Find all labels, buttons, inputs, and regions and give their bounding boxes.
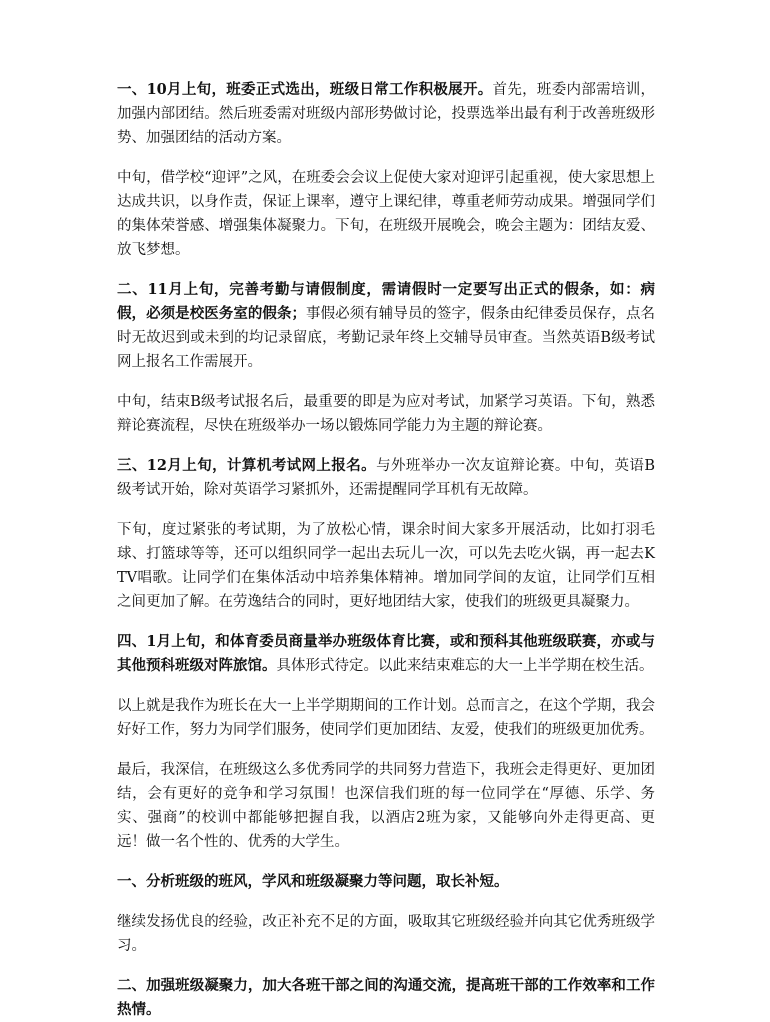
paragraph-text: 最后，我深信，在班级这么多优秀同学的共同努力营造下，我班会走得更好、更加团结，会有更好的竞争和学习氛围！也深信我们班的每一位同学在“厚德、乐学、务实、强商”的校训中都能够把握自我，以酒店2班为家，又能够向外走得更高、更远！做一名个性的、优秀的大学生。 <box>117 762 655 850</box>
paragraph-text: 中旬，结束B级考试报名后，最重要的即是为应对考试，加紧学习英语。下旬，熟悉辩论赛流程，尽快在班级举办一场以锻炼同学能力为主题的辩论赛。 <box>117 394 655 434</box>
paragraph-text: 与外班举办一次友谊辩论赛。中旬，英语B级考试开始，除对英语学习紧抓外，还需提醒同学耳机有无故障。 <box>117 458 655 498</box>
paragraph-heading: 二、加强班级凝聚力，加大各班干部之间的沟通交流，提高班干部的工作效率和工作热情。 <box>117 977 655 1018</box>
paragraph-7 <box>117 630 655 678</box>
paragraph-heading: 四、1月上旬，和体育委员商量举办班级体育比赛，或和预科其他班级联赛，亦或与其他预科班级对阵旅馆。 <box>117 633 655 674</box>
paragraph-text: 下旬，度过紧张的考试期，为了放松心情，课余时间大家多开展活动，比如打羽毛球、打篮球等等，还可以组织同学一起出去玩儿一次，可以先去吃火锅，再一起去KTV唱歌。让同学们在集体活动中培养集体精神。增加同学间的友谊，让同学们互相之间更加了解。在劳逸结合的同时，更好地团结大家，使我们的班级更具凝聚力。 <box>117 522 655 610</box>
paragraph-4 <box>117 390 655 438</box>
paragraph-heading: 一、10月上旬，班委正式选出，班级日常工作积极展开。 <box>117 81 493 98</box>
paragraph-10 <box>117 870 655 894</box>
paragraph-12 <box>117 974 655 1022</box>
paragraph-5 <box>117 454 655 502</box>
paragraph-heading: 一、分析班级的班风，学风和班级凝聚力等问题，取长补短。 <box>117 873 509 890</box>
paragraph-2 <box>117 166 655 262</box>
paragraph-text: 继续发扬优良的经验，改正补充不足的方面，吸取其它班级经验并向其它优秀班级学习。 <box>117 914 655 954</box>
paragraph-1 <box>117 78 655 150</box>
paragraph-text: 事假必须有辅导员的签字，假条由纪律委员保存，点名时无故迟到或未到的均记录留底，考勤记录年终上交辅导员审查。当然英语B级考试网上报名工作需展开。 <box>117 306 655 370</box>
paragraph-3 <box>117 278 655 374</box>
paragraph-11 <box>117 910 655 958</box>
paragraph-text: 具体形式待定。以此来结束难忘的大一上半学期在校生活。 <box>276 658 654 674</box>
paragraph-heading: 二、11月上旬，完善考勤与请假制度，需请假时一定要写出正式的假条，如：病假，必须是校医务室的假条； <box>117 281 655 322</box>
paragraph-text: 中旬，借学校“迎评”之风，在班委会会议上促使大家对迎评引起重视，使大家思想上达成共识，以身作责，保证上课率，遵守上课纪律，尊重老师劳动成果。增强同学们的集体荣誉感、增强集体凝聚力。下旬，在班级开展晚会，晚会主题为：团结友爱、放飞梦想。 <box>117 170 655 258</box>
paragraph-text: 以上就是我作为班长在大一上半学期期间的工作计划。总而言之，在这个学期，我会好好工作，努力为同学们服务，使同学们更加团结、友爱，使我们的班级更加优秀。 <box>117 698 655 738</box>
paragraph-text: 首先，班委内部需培训，加强内部团结。然后班委需对班级内部形势做讨论，投票选举出最有利于改善班级形势、加强团结的活动方案。 <box>117 82 655 146</box>
paragraph-8 <box>117 694 655 742</box>
paragraph-heading: 三、12月上旬，计算机考试网上报名。 <box>117 457 377 474</box>
paragraph-9 <box>117 758 655 854</box>
paragraph-6 <box>117 518 655 614</box>
